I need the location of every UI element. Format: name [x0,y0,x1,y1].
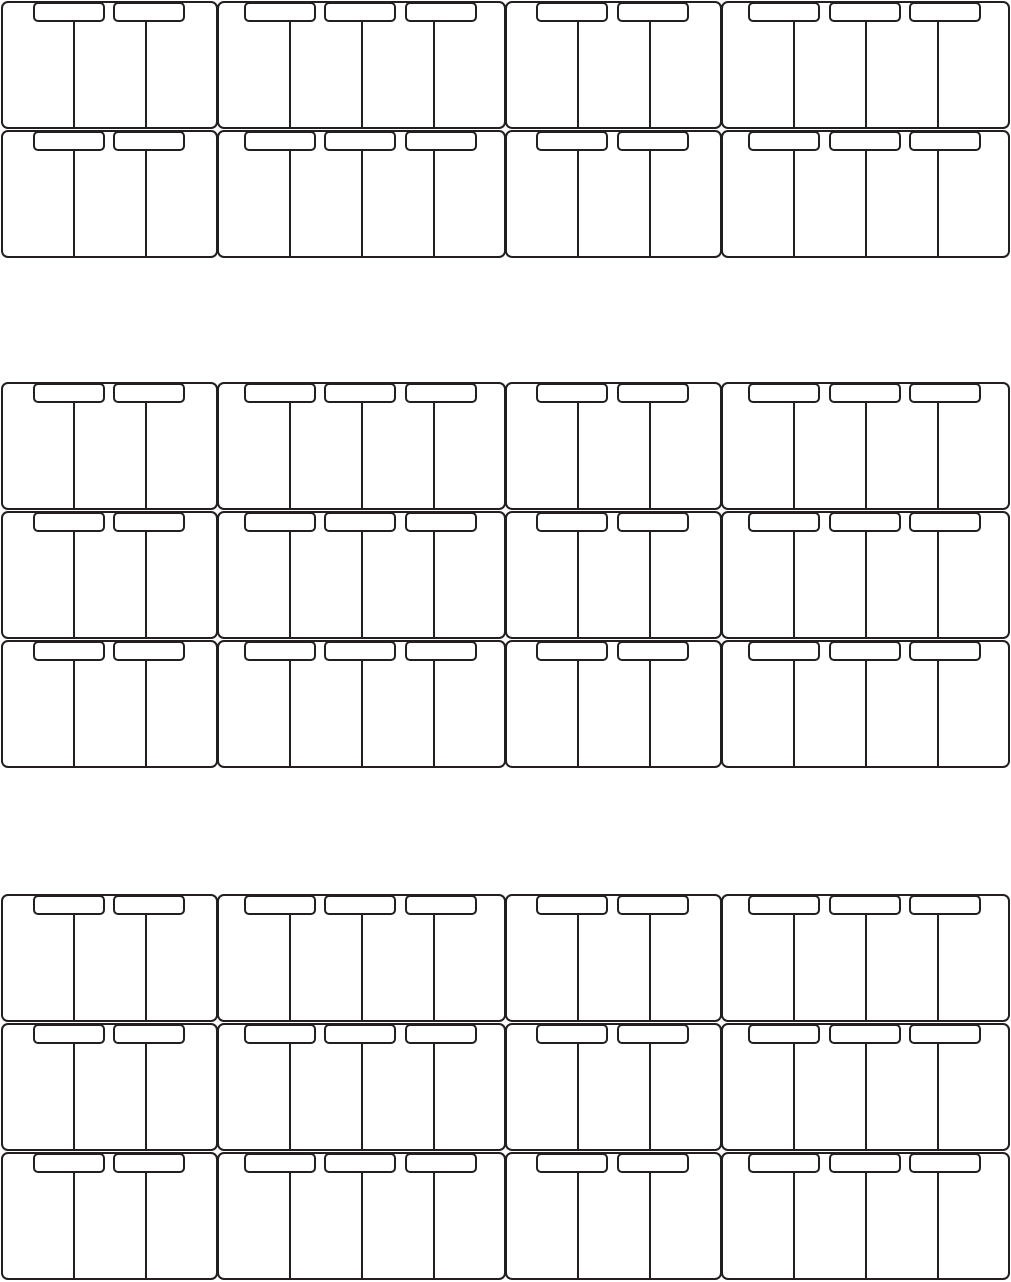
label-tab [910,3,980,21]
label-tab [245,132,315,150]
label-tab [618,1025,688,1043]
label-tab [749,896,819,914]
cell-block [2,895,217,1021]
cell-block [722,895,1009,1021]
label-tab [749,642,819,660]
label-tab [749,1154,819,1172]
block-frame [2,512,217,638]
label-tab [245,384,315,402]
cell-block [218,512,505,638]
label-tab [618,642,688,660]
cell-block [506,512,721,638]
label-tab [325,3,395,21]
label-tab [537,896,607,914]
label-tab [114,384,184,402]
cell-block [722,1024,1009,1150]
cell-block [2,383,217,509]
label-tab [749,513,819,531]
label-tab [406,1154,476,1172]
cell-block [2,2,217,128]
label-tab [830,642,900,660]
label-tab [34,132,104,150]
label-tab [406,642,476,660]
cell-block [722,512,1009,638]
label-tab [325,896,395,914]
cell-block [722,1153,1009,1279]
label-tab [325,513,395,531]
bottom-group [2,895,1009,1279]
label-tab [34,642,104,660]
label-tab [325,384,395,402]
label-tab [537,513,607,531]
cell-block [722,131,1009,257]
cell-block [2,1024,217,1150]
label-tab [34,1154,104,1172]
block-frame [2,895,217,1021]
label-tab [245,3,315,21]
label-tab [406,384,476,402]
label-tab [537,3,607,21]
template-row [2,895,1009,1021]
top-group [2,2,1009,257]
cell-block [218,641,505,767]
middle-group [2,383,1009,767]
label-tab [749,384,819,402]
label-tab [749,3,819,21]
template-row [2,512,1009,638]
label-tab [830,1025,900,1043]
block-frame [2,641,217,767]
label-tab [325,642,395,660]
block-frame [2,131,217,257]
block-frame [2,1024,217,1150]
label-tab [245,896,315,914]
label-tab [830,3,900,21]
label-tab [325,1154,395,1172]
label-tab [114,513,184,531]
label-tab [830,384,900,402]
label-tab [618,896,688,914]
label-tab [114,642,184,660]
label-tab [406,3,476,21]
label-tab [618,384,688,402]
label-tab [910,132,980,150]
label-tab [910,513,980,531]
cell-block [218,895,505,1021]
label-tab [114,896,184,914]
label-tab [537,642,607,660]
label-tab [537,1154,607,1172]
cell-block [218,2,505,128]
cell-block [506,131,721,257]
label-tab [618,3,688,21]
cell-block [218,1024,505,1150]
label-tab [537,132,607,150]
label-tab [618,513,688,531]
cell-block [218,383,505,509]
cell-block [722,2,1009,128]
label-tab [245,642,315,660]
label-tab [114,132,184,150]
label-tab [245,513,315,531]
label-tab [34,3,104,21]
label-tab [830,896,900,914]
label-tab [114,3,184,21]
label-tab [537,1025,607,1043]
block-frame [2,1153,217,1279]
template-row [2,1153,1009,1279]
label-tab [537,384,607,402]
label-tab [406,513,476,531]
label-tab [910,1154,980,1172]
label-tab [325,1025,395,1043]
label-tab [34,896,104,914]
label-tab [325,132,395,150]
cell-block [506,383,721,509]
cell-block [218,1153,505,1279]
cell-block [506,1024,721,1150]
block-frame [2,383,217,509]
label-tab [749,1025,819,1043]
label-tab [34,384,104,402]
label-tab [114,1025,184,1043]
template-row [2,1024,1009,1150]
label-tab [830,132,900,150]
label-tab [830,1154,900,1172]
template-row [2,131,1009,257]
cell-block [2,512,217,638]
template-row [2,383,1009,509]
label-tab [910,642,980,660]
label-tab [406,896,476,914]
label-tab [749,132,819,150]
cell-block [506,641,721,767]
cell-block [2,641,217,767]
label-tab [830,513,900,531]
block-frame [2,2,217,128]
label-tab [34,513,104,531]
label-tab [910,896,980,914]
cell-block [2,131,217,257]
label-tab [34,1025,104,1043]
label-tab [114,1154,184,1172]
cell-block [218,131,505,257]
cell-block [506,1153,721,1279]
label-tab [618,1154,688,1172]
cell-block [506,895,721,1021]
label-tab [245,1025,315,1043]
cell-block [2,1153,217,1279]
cell-block [722,641,1009,767]
cell-block [722,383,1009,509]
template-row [2,641,1009,767]
cell-block [506,2,721,128]
label-tab [910,384,980,402]
label-tab [245,1154,315,1172]
label-tab [406,1025,476,1043]
label-tab [910,1025,980,1043]
template-row [2,2,1009,128]
label-tab [406,132,476,150]
label-tab [618,132,688,150]
